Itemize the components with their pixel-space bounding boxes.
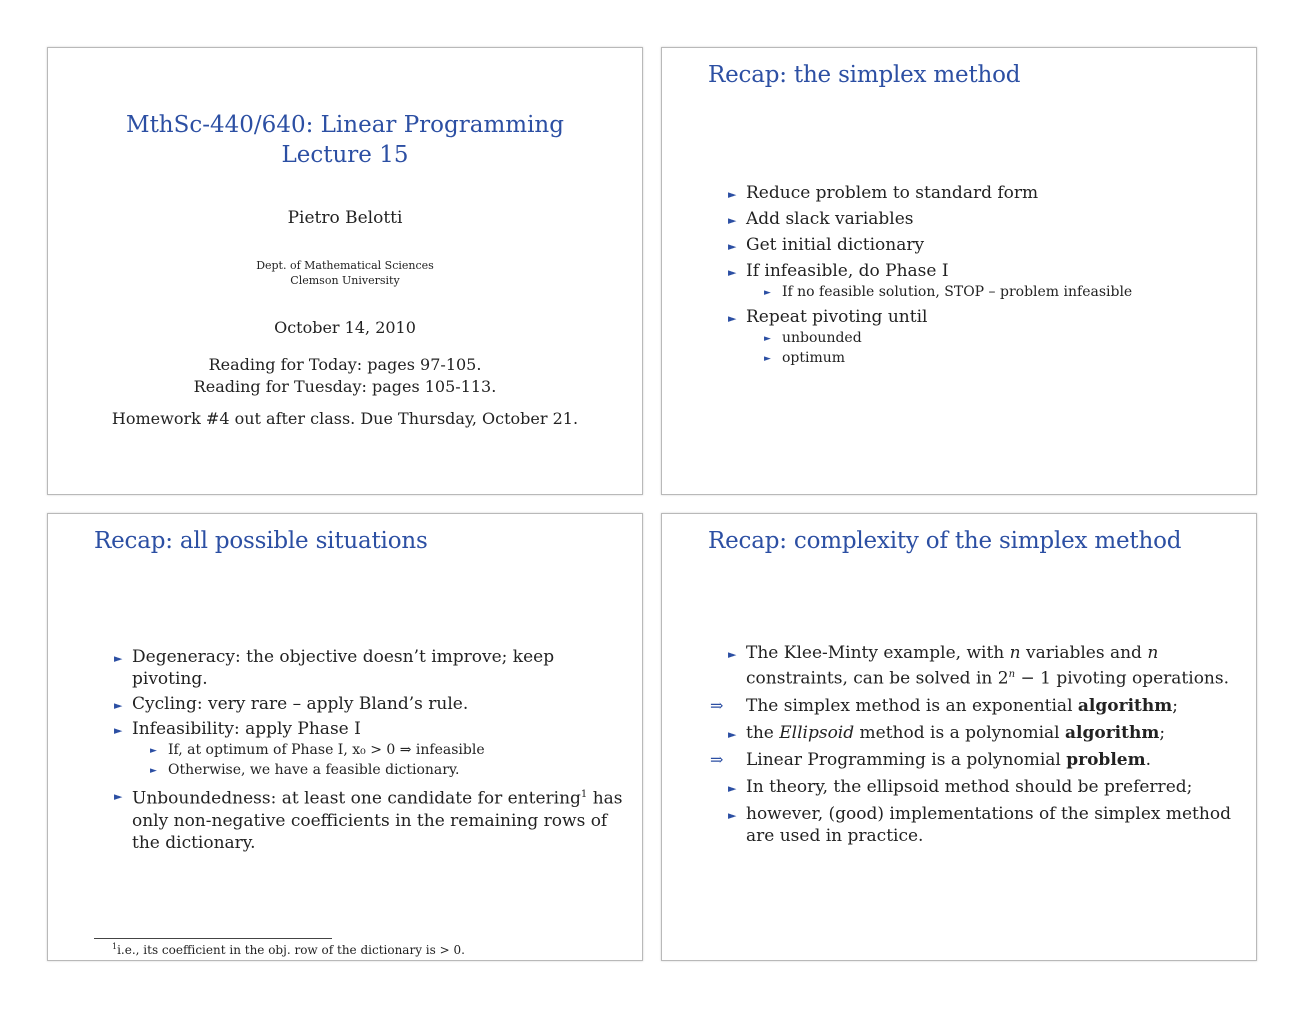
slide-simplex-recap <box>661 47 1257 495</box>
list-item: ► however, (good) implementations of the simplex method are used in practice. <box>728 803 1231 846</box>
bullet-icon: ► <box>114 790 123 803</box>
sub-list-item: ► Otherwise, we have a feasible dictionary. <box>114 760 624 780</box>
reading-today: Reading for Today: pages 97-105. <box>208 355 482 374</box>
department: Dept. of Mathematical Sciences <box>256 259 434 272</box>
list-item: ► Add slack variables <box>728 208 1248 230</box>
bullet-list <box>710 642 1238 852</box>
footnote-ref: 1 <box>580 789 588 800</box>
lecture-number: Lecture 15 <box>281 142 409 168</box>
bullet-icon: ► <box>114 724 123 737</box>
list-item: ► Unboundedness: at least one candidate for entering$^1$ has only non-negative coefficients in the remaining rows of the dictionary. <box>114 784 624 854</box>
bullet-icon: ► <box>728 312 737 325</box>
bullet-icon: ► <box>728 214 737 227</box>
sub-list-item: ► If no feasible solution, STOP – problem infeasible <box>728 282 1248 302</box>
bullet-list <box>728 182 1248 368</box>
bullet-icon: ► <box>114 652 123 665</box>
bullet-icon: ► <box>728 648 737 661</box>
bullet-icon: ► <box>728 266 737 279</box>
sub-list-item: ► optimum <box>728 348 1248 368</box>
bullet-icon: ► <box>728 240 737 253</box>
course-title: MthSc-440/640: Linear Programming <box>126 112 564 138</box>
list-item: ► the Ellipsoid method is a polynomial algorithm; <box>728 722 1238 744</box>
implication-item: ⇒ The simplex method is an exponential algorithm; <box>710 695 1178 716</box>
list-item: ► Cycling: very rare – apply Bland’s rule. <box>114 693 624 715</box>
implies-icon: ⇒ <box>710 695 724 715</box>
frame-title: Recap: the simplex method <box>708 62 1021 88</box>
implies-icon: ⇒ <box>710 749 724 769</box>
list-item: ► If infeasible, do Phase I <box>728 260 1248 282</box>
homework-note: Homework #4 out after class. Due Thursday, October 21. <box>111 409 579 428</box>
date: October 14, 2010 <box>274 318 416 337</box>
bullet-icon: ► <box>728 188 737 201</box>
list-item: ► Infeasibility: apply Phase I <box>114 718 624 740</box>
list-item: ► In theory, the ellipsoid method should be preferred; <box>728 776 1238 798</box>
list-item: ► Degeneracy: the objective doesn’t improve; keep pivoting. <box>114 647 555 689</box>
list-item: ► Get initial dictionary <box>728 234 1248 256</box>
slide-complexity-recap <box>661 513 1257 961</box>
bullet-list <box>114 646 624 857</box>
frame-title: Recap: complexity of the simplex method <box>708 528 1182 554</box>
bullet-icon: ► <box>764 354 771 364</box>
list-item: ► Reduce problem to standard form <box>728 182 1248 204</box>
bullet-icon: ► <box>764 334 771 344</box>
list-item: ► Repeat pivoting until <box>728 306 1248 328</box>
author: Pietro Belotti <box>287 208 403 228</box>
list-item: ► The Klee-Minty example, with n variables and n constraints, can be solved in 2$^n$ − 1 pivoting operations. <box>728 643 1230 689</box>
bullet-icon: ► <box>728 727 737 741</box>
university: Clemson University <box>290 274 400 287</box>
footnote: $^1$i.e., its coefficient in the obj. row of the dictionary is > 0. <box>112 942 465 957</box>
bullet-icon: ► <box>150 766 157 776</box>
footnote-divider <box>94 938 332 939</box>
bullet-icon: ► <box>150 746 157 756</box>
implication-item: ⇒ Linear Programming is a polynomial problem. <box>710 749 1151 770</box>
sub-list-item: ► unbounded <box>728 328 1248 348</box>
lecture-title <box>48 110 642 170</box>
affiliation <box>48 258 642 288</box>
reading-tuesday: Reading for Tuesday: pages 105-113. <box>193 377 497 396</box>
slide-situations-recap <box>47 513 643 961</box>
bullet-icon: ► <box>114 699 123 712</box>
slide-title <box>47 47 643 495</box>
bullet-icon: ► <box>764 288 771 298</box>
bullet-icon: ► <box>728 808 737 822</box>
sub-list-item: ► If, at optimum of Phase I, x₀ > 0 ⇒ infeasible <box>114 740 624 760</box>
frame-title: Recap: all possible situations <box>94 528 428 554</box>
reading-assignments <box>48 354 642 398</box>
bullet-icon: ► <box>728 781 737 795</box>
